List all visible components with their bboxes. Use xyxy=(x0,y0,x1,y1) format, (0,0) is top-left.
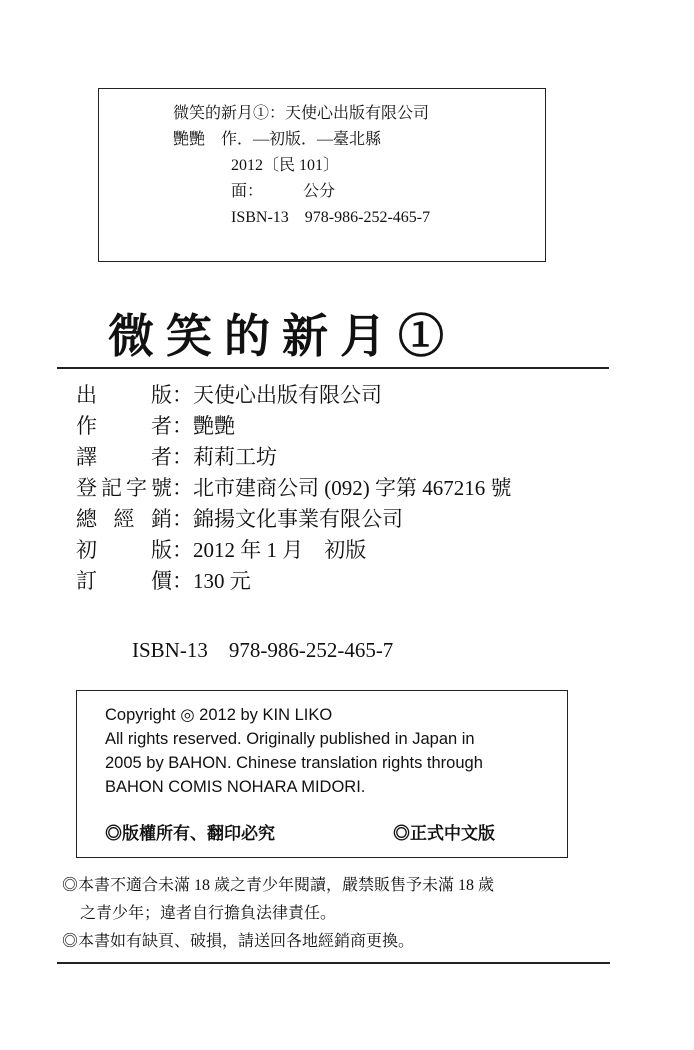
colon: ： xyxy=(172,538,193,562)
copyright-line: 2005 by BAHON. Chinese translation rights through xyxy=(105,754,483,772)
cip-line: 2012〔民 101〕 xyxy=(231,157,340,174)
book-title: 微笑的新月① xyxy=(108,311,456,362)
rights-reserved-mark: ◎版權所有、翻印必究 xyxy=(105,824,275,843)
bottom-divider xyxy=(57,962,610,964)
detail-value: 北市建商公司 (092) 字第 467216 號 xyxy=(193,476,512,500)
detail-label xyxy=(76,476,172,501)
note: 之青少年；違者自行擔負法律責任。 xyxy=(80,905,337,922)
note: ◎本書不適合未滿 18 歲之青少年閱讀，嚴禁販售予未滿 18 歲 xyxy=(62,877,495,894)
label-char: 者 xyxy=(151,414,172,438)
label-char: 號 xyxy=(151,476,172,500)
colon: ： xyxy=(172,445,193,469)
label-char: 版 xyxy=(151,538,172,562)
copyright-box xyxy=(76,690,568,858)
cip-line: 面： 公分 xyxy=(231,183,336,200)
label-char: 初 xyxy=(76,538,97,562)
label-char: 總 xyxy=(76,507,97,531)
cip-line: 艷艷 作．—初版．—臺北縣 xyxy=(173,131,382,148)
label-char: 價 xyxy=(151,569,172,593)
detail-row xyxy=(76,383,382,408)
label-char: 出 xyxy=(76,383,97,407)
colon: ： xyxy=(172,507,193,531)
title-divider xyxy=(57,367,609,369)
detail-value: 天使心出版有限公司 xyxy=(193,383,382,407)
detail-value: 艷艷 xyxy=(193,414,235,438)
colon: ： xyxy=(172,569,193,593)
copyright-line: Copyright ◎ 2012 by KIN LIKO xyxy=(105,706,333,724)
cip-box xyxy=(98,88,546,262)
label-char: 版 xyxy=(151,383,172,407)
detail-label xyxy=(76,445,172,470)
copyright-line: BAHON COMIS NOHARA MIDORI. xyxy=(105,778,366,796)
label-char: 經 xyxy=(113,507,135,531)
detail-value: 錦揚文化事業有限公司 xyxy=(193,507,403,531)
detail-row xyxy=(76,507,403,532)
detail-label xyxy=(76,569,172,594)
label-char: 登 xyxy=(76,476,97,500)
detail-label xyxy=(76,507,172,532)
detail-value: 莉莉工坊 xyxy=(193,445,277,469)
isbn: ISBN-13 978-986-252-465-7 xyxy=(132,638,394,662)
label-char: 者 xyxy=(151,445,172,469)
detail-value: 2012 年 1 月 初版 xyxy=(193,538,367,562)
colon: ： xyxy=(172,476,193,500)
detail-row xyxy=(76,445,277,470)
detail-label xyxy=(76,414,172,439)
copyright-line: All rights reserved. Originally published in Japan in xyxy=(105,730,475,748)
label-char: 銷 xyxy=(151,507,172,531)
colon: ： xyxy=(172,383,193,407)
detail-row xyxy=(76,538,366,563)
label-char: 訂 xyxy=(76,569,97,593)
label-char: 作 xyxy=(76,414,97,438)
official-edition-mark: ◎正式中文版 xyxy=(393,824,495,843)
detail-value: 130 元 xyxy=(193,569,251,593)
detail-row xyxy=(76,414,235,439)
note: ◎本書如有缺頁、破損，請送回各地經銷商更換。 xyxy=(62,933,415,950)
detail-label xyxy=(76,538,172,563)
detail-label xyxy=(76,383,172,408)
label-char: 字 xyxy=(126,476,147,500)
detail-row xyxy=(76,569,251,594)
label-char: 譯 xyxy=(76,445,97,469)
detail-row xyxy=(76,476,512,501)
colon: ： xyxy=(172,414,193,438)
cip-line: 微笑的新月①：天使心出版有限公司 xyxy=(173,105,430,122)
label-char: 記 xyxy=(101,476,122,500)
cip-line: ISBN-13 978-986-252-465-7 xyxy=(231,209,431,226)
